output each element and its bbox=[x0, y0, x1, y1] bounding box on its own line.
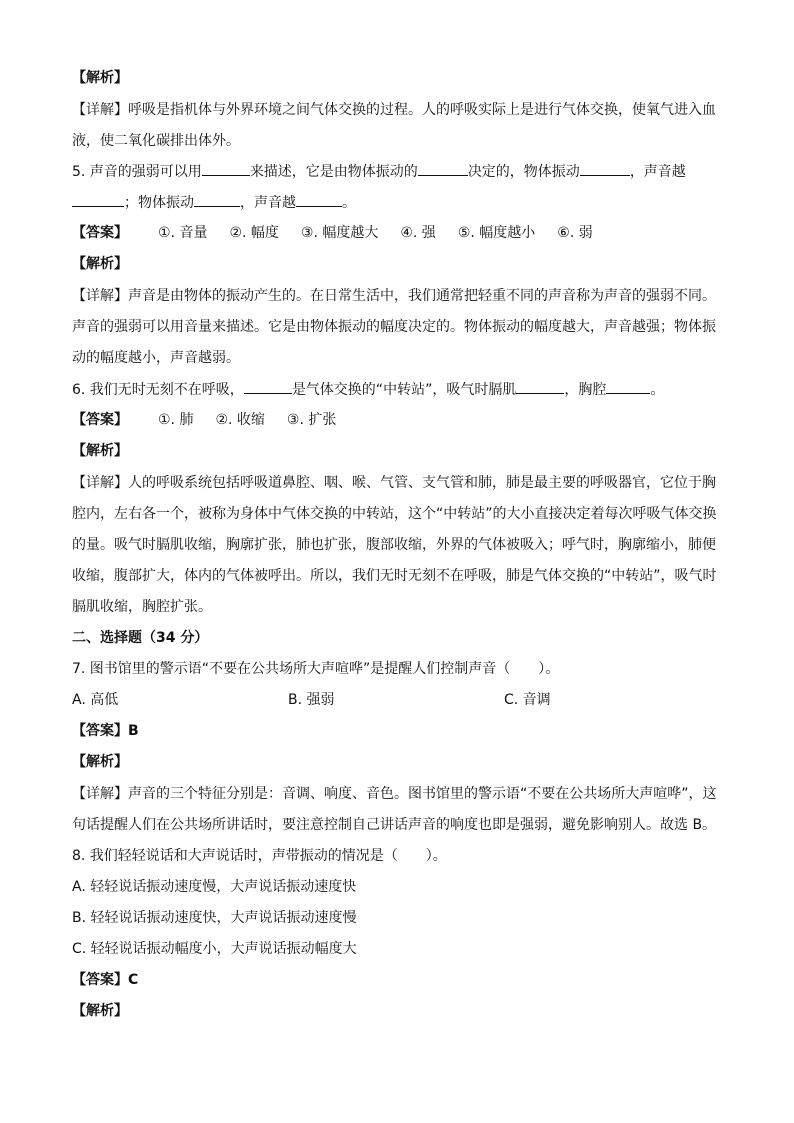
answer-item: ①. 肺 bbox=[158, 412, 194, 428]
question-text: 。 bbox=[650, 382, 665, 398]
detail-text: 液，使二氧化碳排出体外。 bbox=[72, 133, 240, 149]
question-text: 5. 声音的强弱可以用 bbox=[72, 164, 202, 180]
detail-text: 膈肌收缩，胸腔扩张。 bbox=[72, 599, 212, 615]
question-text: 来描述，它是由物体振动的 bbox=[249, 164, 418, 180]
answer-blank bbox=[418, 161, 468, 176]
answer-label: 【答案】C bbox=[72, 972, 139, 988]
answer-item: ⑤. 幅度越小 bbox=[457, 225, 536, 241]
answer-blank bbox=[296, 192, 342, 207]
answer-blank bbox=[244, 379, 292, 394]
answer-row bbox=[72, 410, 336, 430]
question-text: ，胸腔 bbox=[564, 382, 607, 398]
answer-blank bbox=[72, 192, 124, 207]
question-7-stem: 7. 图书馆里的警示语“不要在公共场所大声喧哗”是提醒人们控制声音（ ）。 bbox=[72, 661, 560, 677]
question-text: ，声音越 bbox=[240, 195, 296, 211]
option-b: B. 强弱 bbox=[288, 692, 335, 708]
option-a: A. 轻轻说话振动速度慢，大声说话振动速度快 bbox=[72, 879, 357, 895]
question-text: ；物体振动 bbox=[124, 195, 194, 211]
option-c: C. 音调 bbox=[504, 692, 551, 708]
answer-label: 【答案】B bbox=[72, 723, 139, 739]
answer-blank bbox=[580, 161, 630, 176]
detail-text: 腔内，左右各一个，被称为身体中气体交换的中转站，这个“中转站”的大小直接决定着每次呼吸气体交换 bbox=[72, 506, 717, 522]
answer-item: ②. 幅度 bbox=[229, 225, 279, 241]
option-c: C. 轻轻说话振动幅度小，大声说话振动幅度大 bbox=[72, 941, 357, 957]
answer-label: 【答案】 bbox=[72, 225, 128, 241]
analysis-label: 【解析】 bbox=[72, 70, 128, 86]
question-text: 是气体交换的“中转站”，吸气时膈肌 bbox=[291, 382, 517, 398]
answer-item: ③. 扩张 bbox=[286, 412, 337, 428]
analysis-label: 【解析】 bbox=[72, 754, 128, 770]
detail-text: 【详解】呼吸是指机体与外界环境之间气体交换的过程。人的呼吸实际上是进行气体交换，使氧气进入血 bbox=[72, 102, 716, 118]
answer-row bbox=[72, 223, 593, 243]
answer-item: ④. 强 bbox=[400, 225, 436, 241]
question-text: ，声音越 bbox=[629, 164, 686, 180]
detail-text: 【详解】人的呼吸系统包括呼吸道鼻腔、咽、喉、气管、支气管和肺，肺是最主要的呼吸器官，它位于胸 bbox=[72, 475, 716, 491]
answer-item: ③. 幅度越大 bbox=[300, 225, 379, 241]
question-5-line-2 bbox=[72, 192, 356, 213]
question-text: 。 bbox=[342, 195, 356, 211]
question-8-stem: 8. 我们轻轻说话和大声说话时，声带振动的情况是（ ）。 bbox=[72, 848, 447, 864]
question-text: 决定的，物体振动 bbox=[467, 164, 580, 180]
answer-blank bbox=[202, 161, 250, 176]
question-5-line-1 bbox=[72, 161, 686, 182]
answer-label: 【答案】 bbox=[72, 412, 128, 428]
detail-text: 动的幅度越小，声音越弱。 bbox=[72, 350, 240, 366]
detail-text: 【详解】声音的三个特征分别是：音调、响度、音色。图书馆里的警示语“不要在公共场所大声喧哗”，这 bbox=[72, 786, 717, 802]
detail-text: 收缩，腹部扩大，体内的气体被呼出。所以，我们无时无刻不在呼吸，肺是气体交换的“中转站”，吸气时 bbox=[72, 568, 717, 584]
answer-item: ①. 音量 bbox=[158, 225, 208, 241]
option-b: B. 轻轻说话振动速度快，大声说话振动速度慢 bbox=[72, 910, 357, 926]
detail-text: 【详解】声音是由物体的振动产生的。在日常生活中，我们通常把轻重不同的声音称为声音的强弱不同。 bbox=[72, 288, 716, 304]
detail-text: 声音的强弱可以用音量来描述。它是由物体振动的幅度决定的。物体振动的幅度越大，声音越强；物体振 bbox=[72, 319, 716, 335]
answer-item: ⑥. 弱 bbox=[557, 225, 593, 241]
answer-blank bbox=[516, 379, 564, 394]
answer-item: ②. 收缩 bbox=[215, 412, 265, 428]
answer-blank bbox=[606, 379, 650, 394]
option-a: A. 高低 bbox=[72, 692, 119, 708]
analysis-label: 【解析】 bbox=[72, 1003, 128, 1019]
question-6-line bbox=[72, 379, 664, 400]
section-title: 二、选择题（34 分） bbox=[72, 630, 209, 646]
analysis-label: 【解析】 bbox=[72, 256, 128, 272]
detail-text: 句话提醒人们在公共场所讲话时，要注意控制自己讲话声音的响度也即是强弱，避免影响别人。故选 B。 bbox=[72, 817, 717, 833]
question-text: 6. 我们无时无刻不在呼吸， bbox=[72, 382, 244, 398]
detail-text: 的量。吸气时膈肌收缩，胸廓扩张，肺也扩张，腹部收缩，外界的气体被吸入；呼气时，胸廓缩小，肺便 bbox=[72, 537, 716, 553]
analysis-label: 【解析】 bbox=[72, 443, 128, 459]
answer-blank bbox=[194, 192, 240, 207]
